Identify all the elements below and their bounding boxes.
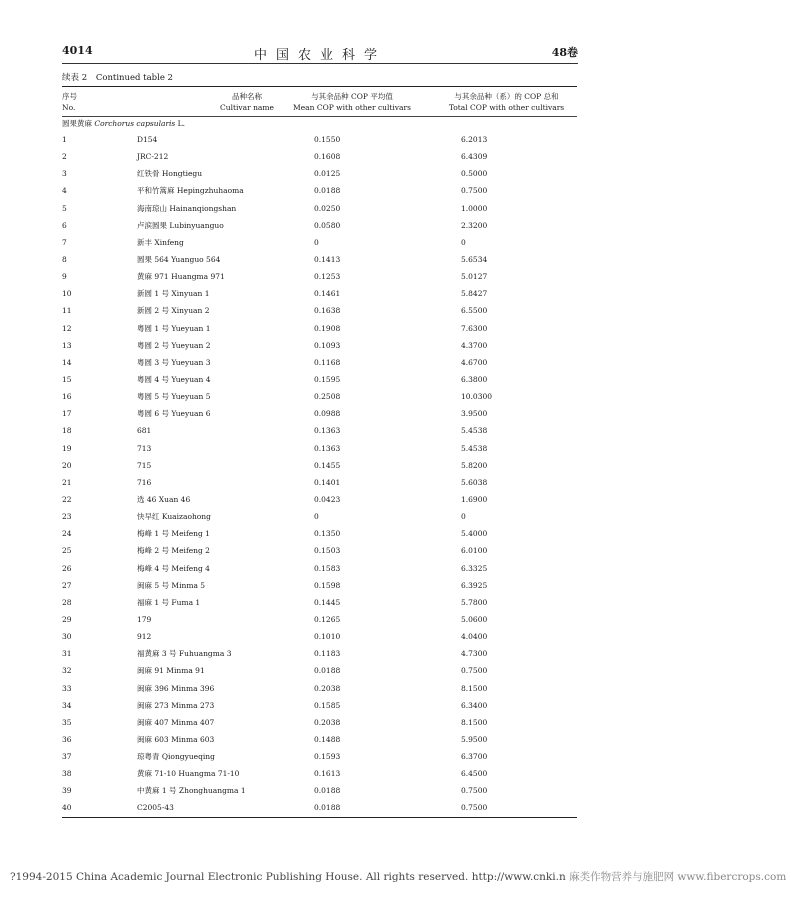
row-cultivar-name: 713 bbox=[137, 443, 152, 453]
row-total-cop: 6.3400 bbox=[461, 700, 488, 710]
row-total-cop: 5.6534 bbox=[461, 254, 488, 264]
row-mean-cop: 0.1363 bbox=[314, 426, 341, 436]
row-cultivar-name: 红铁骨 Hongtiegu bbox=[137, 169, 203, 179]
row-no: 3 bbox=[62, 169, 67, 179]
row-no: 16 bbox=[62, 392, 72, 402]
row-total-cop: 0.7500 bbox=[461, 786, 488, 796]
table-row bbox=[62, 748, 577, 765]
row-mean-cop: 0.1363 bbox=[314, 443, 341, 453]
row-cultivar-name: 闽麻 91 Minma 91 bbox=[137, 666, 205, 676]
row-cultivar-name: 新丰 Xinfeng bbox=[137, 237, 184, 247]
col-total-zh: 与其余品种（系）的 COP 总和 bbox=[454, 92, 559, 101]
row-no: 23 bbox=[62, 512, 72, 522]
row-cultivar-name: 圆果 564 Yuanguo 564 bbox=[137, 254, 221, 264]
row-total-cop: 6.3800 bbox=[461, 374, 488, 384]
col-name-en: Cultivar name bbox=[220, 103, 274, 112]
row-cultivar-name: 闽麻 396 Minma 396 bbox=[137, 683, 215, 693]
table-row bbox=[62, 731, 577, 748]
row-total-cop: 7.6300 bbox=[461, 323, 488, 333]
row-mean-cop: 0.1265 bbox=[314, 614, 341, 624]
row-mean-cop: 0 bbox=[314, 512, 319, 522]
row-no: 31 bbox=[62, 649, 72, 659]
row-no: 2 bbox=[62, 152, 67, 162]
row-total-cop: 0.7500 bbox=[461, 803, 488, 813]
row-mean-cop: 0.0188 bbox=[314, 666, 341, 676]
row-no: 35 bbox=[62, 717, 72, 727]
row-mean-cop: 0.2038 bbox=[314, 683, 341, 693]
row-cultivar-name: 福黄麻 3 号 Fuhuangma 3 bbox=[137, 649, 232, 659]
table-row bbox=[62, 508, 577, 525]
table-row bbox=[62, 131, 577, 148]
row-total-cop: 8.1500 bbox=[461, 683, 488, 693]
table-row bbox=[62, 474, 577, 491]
row-mean-cop: 0.1638 bbox=[314, 306, 341, 316]
row-no: 27 bbox=[62, 580, 72, 590]
row-mean-cop: 0.1503 bbox=[314, 546, 341, 556]
row-no: 29 bbox=[62, 614, 72, 624]
row-no: 6 bbox=[62, 220, 67, 230]
row-cultivar-name: C2005-43 bbox=[137, 803, 174, 813]
row-mean-cop: 0.1598 bbox=[314, 580, 341, 590]
row-no: 15 bbox=[62, 374, 72, 384]
row-no: 20 bbox=[62, 460, 72, 470]
row-no: 30 bbox=[62, 632, 72, 642]
cop-table bbox=[62, 86, 577, 818]
page-number: 4014 bbox=[62, 44, 93, 57]
row-mean-cop: 0.1350 bbox=[314, 529, 341, 539]
table-row bbox=[62, 440, 577, 457]
row-mean-cop: 0.0988 bbox=[314, 409, 341, 419]
row-mean-cop: 0.1413 bbox=[314, 254, 341, 264]
row-mean-cop: 0.1585 bbox=[314, 700, 341, 710]
table-row bbox=[62, 662, 577, 679]
row-cultivar-name: 粤圆 3 号 Yueyuan 3 bbox=[137, 357, 211, 367]
row-no: 25 bbox=[62, 546, 72, 556]
row-mean-cop: 0.1010 bbox=[314, 632, 341, 642]
row-mean-cop: 0.1608 bbox=[314, 152, 341, 162]
table-row bbox=[62, 268, 577, 285]
row-no: 1 bbox=[62, 135, 67, 144]
row-mean-cop: 0.1168 bbox=[314, 357, 341, 367]
table-row bbox=[62, 491, 577, 508]
row-total-cop: 4.7300 bbox=[461, 649, 488, 659]
row-total-cop: 0 bbox=[461, 512, 466, 522]
col-total-en: Total COP with other cultivars bbox=[448, 103, 565, 112]
table-caption bbox=[62, 71, 179, 83]
row-total-cop: 4.0400 bbox=[461, 632, 488, 642]
table-row bbox=[62, 782, 577, 799]
row-mean-cop: 0.0188 bbox=[314, 186, 341, 196]
row-no: 11 bbox=[62, 306, 72, 316]
row-total-cop: 6.0100 bbox=[461, 546, 488, 556]
row-mean-cop: 0.1613 bbox=[314, 769, 341, 779]
row-total-cop: 4.6700 bbox=[461, 357, 488, 367]
table-row bbox=[62, 577, 577, 594]
row-no: 7 bbox=[62, 237, 67, 247]
row-cultivar-name: 716 bbox=[137, 477, 152, 487]
page-footer bbox=[10, 869, 786, 884]
row-cultivar-name: 平和竹篙麻 Hepingzhuhaoma bbox=[137, 186, 244, 196]
table-row bbox=[62, 628, 577, 645]
row-total-cop: 5.4000 bbox=[461, 529, 488, 539]
section-latin: Corchorus capsularis bbox=[94, 119, 176, 128]
row-total-cop: 0.7500 bbox=[461, 186, 488, 196]
row-cultivar-name: 闽麻 603 Minma 603 bbox=[137, 734, 215, 744]
footer-url: http://www.cnki.n bbox=[471, 871, 566, 883]
row-no: 39 bbox=[62, 786, 72, 796]
table-row bbox=[62, 405, 577, 422]
row-mean-cop: 0.1908 bbox=[314, 323, 341, 333]
row-cultivar-name: 梅峰 4 号 Meifeng 4 bbox=[137, 563, 210, 573]
row-cultivar-name: 快早红 Kuaizaohong bbox=[137, 512, 211, 522]
table-row bbox=[62, 388, 577, 405]
row-no: 12 bbox=[62, 323, 72, 333]
table-row bbox=[62, 217, 577, 234]
row-no: 24 bbox=[62, 529, 72, 539]
row-cultivar-name: 中黄麻 1 号 Zhonghuangma 1 bbox=[137, 786, 246, 796]
row-cultivar-name: 粤圆 1 号 Yueyuan 1 bbox=[137, 323, 211, 333]
row-cultivar-name: 黄麻 71-10 Huangma 71-10 bbox=[137, 769, 240, 779]
row-no: 9 bbox=[62, 272, 67, 282]
row-total-cop: 5.6038 bbox=[461, 477, 488, 487]
table-bottom-rule bbox=[62, 817, 577, 818]
row-total-cop: 5.9500 bbox=[461, 734, 488, 744]
row-cultivar-name: 粤圆 5 号 Yueyuan 5 bbox=[137, 392, 211, 402]
row-mean-cop: 0 bbox=[314, 237, 319, 247]
header-rule bbox=[62, 63, 578, 64]
table-row bbox=[62, 337, 577, 354]
row-cultivar-name: 闽麻 273 Minma 273 bbox=[137, 700, 215, 710]
watermark-text: 麻类作物营养与施肥网 www.fibercrops.com bbox=[569, 871, 786, 883]
row-no: 10 bbox=[62, 289, 72, 299]
row-cultivar-name: 福麻 1 号 Fuma 1 bbox=[137, 597, 201, 607]
table-row bbox=[62, 799, 577, 816]
row-total-cop: 0.7500 bbox=[461, 666, 488, 676]
row-no: 36 bbox=[62, 734, 72, 744]
row-cultivar-name: 粤圆 4 号 Yueyuan 4 bbox=[137, 374, 211, 384]
table-row bbox=[62, 251, 577, 268]
row-total-cop: 0.5000 bbox=[461, 169, 488, 179]
table-row bbox=[62, 645, 577, 662]
row-total-cop: 6.5500 bbox=[461, 306, 488, 316]
row-cultivar-name: 梅峰 2 号 Meifeng 2 bbox=[137, 546, 210, 556]
row-mean-cop: 0.0125 bbox=[314, 169, 341, 179]
row-mean-cop: 0.1093 bbox=[314, 340, 341, 350]
table-row bbox=[62, 165, 577, 182]
row-no: 4 bbox=[62, 186, 67, 196]
row-mean-cop: 0.0250 bbox=[314, 203, 341, 213]
table-row bbox=[62, 765, 577, 782]
caption-zh: 续表 2 bbox=[62, 73, 88, 83]
section-zh: 圆果黄麻 bbox=[62, 119, 92, 128]
row-mean-cop: 0.0423 bbox=[314, 494, 341, 504]
col-no-en: No. bbox=[62, 103, 76, 112]
row-cultivar-name: 卢滨圆果 Lubinyuanguo bbox=[137, 220, 224, 230]
table-row bbox=[62, 354, 577, 371]
row-total-cop: 3.9500 bbox=[461, 409, 488, 419]
row-total-cop: 5.4538 bbox=[461, 426, 488, 436]
row-mean-cop: 0.1183 bbox=[314, 649, 341, 659]
table-row bbox=[62, 560, 577, 577]
row-total-cop: 1.0000 bbox=[461, 203, 488, 213]
caption-en: Continued table 2 bbox=[95, 73, 173, 83]
row-cultivar-name: 黄麻 971 Huangma 971 bbox=[137, 272, 225, 282]
row-total-cop: 5.7800 bbox=[461, 597, 488, 607]
table-row bbox=[62, 680, 577, 697]
table-row bbox=[62, 422, 577, 439]
row-mean-cop: 0.0188 bbox=[314, 803, 341, 813]
table-row bbox=[62, 714, 577, 731]
row-total-cop: 6.2013 bbox=[461, 135, 488, 144]
section-suffix: L. bbox=[177, 119, 186, 128]
table-row bbox=[62, 371, 577, 388]
row-cultivar-name: 海南琼山 Hainanqiongshan bbox=[137, 203, 237, 213]
table-row bbox=[62, 525, 577, 542]
row-cultivar-name: 新圆 2 号 Xinyuan 2 bbox=[137, 306, 210, 316]
table-row bbox=[62, 594, 577, 611]
row-cultivar-name: 681 bbox=[137, 426, 152, 436]
journal-title: 中国农业科学 bbox=[253, 48, 386, 63]
row-cultivar-name: 闽麻 407 Minma 407 bbox=[137, 717, 215, 727]
row-cultivar-name: 琼粤青 Qiongyueqing bbox=[137, 752, 215, 762]
row-no: 5 bbox=[62, 203, 67, 213]
table-row bbox=[62, 302, 577, 319]
row-mean-cop: 0.0580 bbox=[314, 220, 341, 230]
row-mean-cop: 0.1550 bbox=[314, 135, 341, 144]
table-body bbox=[62, 131, 577, 817]
row-mean-cop: 0.1253 bbox=[314, 272, 341, 282]
row-no: 37 bbox=[62, 752, 72, 762]
row-no: 26 bbox=[62, 563, 72, 573]
row-cultivar-name: 闽麻 5 号 Minma 5 bbox=[137, 580, 206, 590]
row-total-cop: 6.4500 bbox=[461, 769, 488, 779]
row-total-cop: 5.8200 bbox=[461, 460, 488, 470]
row-mean-cop: 0.1401 bbox=[314, 477, 341, 487]
row-total-cop: 5.8427 bbox=[461, 289, 488, 299]
row-mean-cop: 0.2508 bbox=[314, 392, 341, 402]
volume-label: 48卷 bbox=[551, 46, 578, 59]
row-no: 13 bbox=[62, 340, 72, 350]
table-header bbox=[62, 87, 577, 116]
row-total-cop: 2.3200 bbox=[461, 220, 488, 230]
row-total-cop: 5.4538 bbox=[461, 443, 488, 453]
row-mean-cop: 0.1595 bbox=[314, 374, 341, 384]
row-no: 22 bbox=[62, 494, 72, 504]
row-cultivar-name: JRC-212 bbox=[137, 152, 169, 162]
row-no: 17 bbox=[62, 409, 72, 419]
row-no: 34 bbox=[62, 700, 72, 710]
row-mean-cop: 0.1583 bbox=[314, 563, 341, 573]
copyright-text: ?1994-2015 China Academic Journal Electronic Publishing House. All rights reserved. bbox=[10, 871, 469, 883]
row-no: 33 bbox=[62, 683, 72, 693]
row-no: 40 bbox=[62, 803, 72, 813]
row-total-cop: 8.1500 bbox=[461, 717, 488, 727]
row-total-cop: 6.3925 bbox=[461, 580, 488, 590]
row-total-cop: 6.3325 bbox=[461, 563, 488, 573]
row-total-cop: 0 bbox=[461, 237, 466, 247]
row-no: 38 bbox=[62, 769, 72, 779]
row-no: 18 bbox=[62, 426, 72, 436]
row-mean-cop: 0.1445 bbox=[314, 597, 341, 607]
row-cultivar-name: 梅峰 1 号 Meifeng 1 bbox=[137, 529, 210, 539]
row-total-cop: 10.0300 bbox=[461, 392, 493, 402]
table-row bbox=[62, 611, 577, 628]
row-no: 8 bbox=[62, 254, 67, 264]
section-heading bbox=[62, 117, 577, 131]
row-cultivar-name: 粤圆 2 号 Yueyuan 2 bbox=[137, 340, 211, 350]
row-cultivar-name: 粤圆 6 号 Yueyuan 6 bbox=[137, 409, 211, 419]
row-total-cop: 5.0127 bbox=[461, 272, 488, 282]
row-mean-cop: 0.0188 bbox=[314, 786, 341, 796]
table-row bbox=[62, 320, 577, 337]
row-total-cop: 4.3700 bbox=[461, 340, 488, 350]
table-row bbox=[62, 542, 577, 559]
row-cultivar-name: 选 46 Xuan 46 bbox=[137, 494, 191, 504]
col-mean-zh: 与其余品种 COP 平均值 bbox=[311, 92, 393, 101]
row-no: 21 bbox=[62, 477, 72, 487]
table-row bbox=[62, 697, 577, 714]
table-row bbox=[62, 200, 577, 217]
row-mean-cop: 0.2038 bbox=[314, 717, 341, 727]
row-total-cop: 1.6900 bbox=[461, 494, 488, 504]
col-name-zh: 品种名称 bbox=[232, 92, 262, 101]
row-total-cop: 6.4309 bbox=[461, 152, 488, 162]
table-row bbox=[62, 457, 577, 474]
row-total-cop: 6.3700 bbox=[461, 752, 488, 762]
row-no: 19 bbox=[62, 443, 72, 453]
row-no: 32 bbox=[62, 666, 72, 676]
row-cultivar-name: 912 bbox=[137, 632, 152, 642]
table-row bbox=[62, 234, 577, 251]
row-no: 14 bbox=[62, 357, 72, 367]
row-no: 28 bbox=[62, 597, 72, 607]
row-mean-cop: 0.1461 bbox=[314, 289, 341, 299]
row-cultivar-name: D154 bbox=[137, 135, 158, 144]
row-mean-cop: 0.1488 bbox=[314, 734, 341, 744]
table-row bbox=[62, 182, 577, 199]
row-cultivar-name: 715 bbox=[137, 460, 152, 470]
row-mean-cop: 0.1593 bbox=[314, 752, 341, 762]
col-mean-en: Mean COP with other cultivars bbox=[293, 103, 411, 112]
row-total-cop: 5.0600 bbox=[461, 614, 488, 624]
row-cultivar-name: 新圆 1 号 Xinyuan 1 bbox=[137, 289, 210, 299]
col-no-zh: 序号 bbox=[62, 92, 77, 101]
row-cultivar-name: 179 bbox=[137, 614, 152, 624]
running-header bbox=[62, 44, 578, 62]
table-row bbox=[62, 285, 577, 302]
table-row bbox=[62, 148, 577, 165]
row-mean-cop: 0.1455 bbox=[314, 460, 341, 470]
